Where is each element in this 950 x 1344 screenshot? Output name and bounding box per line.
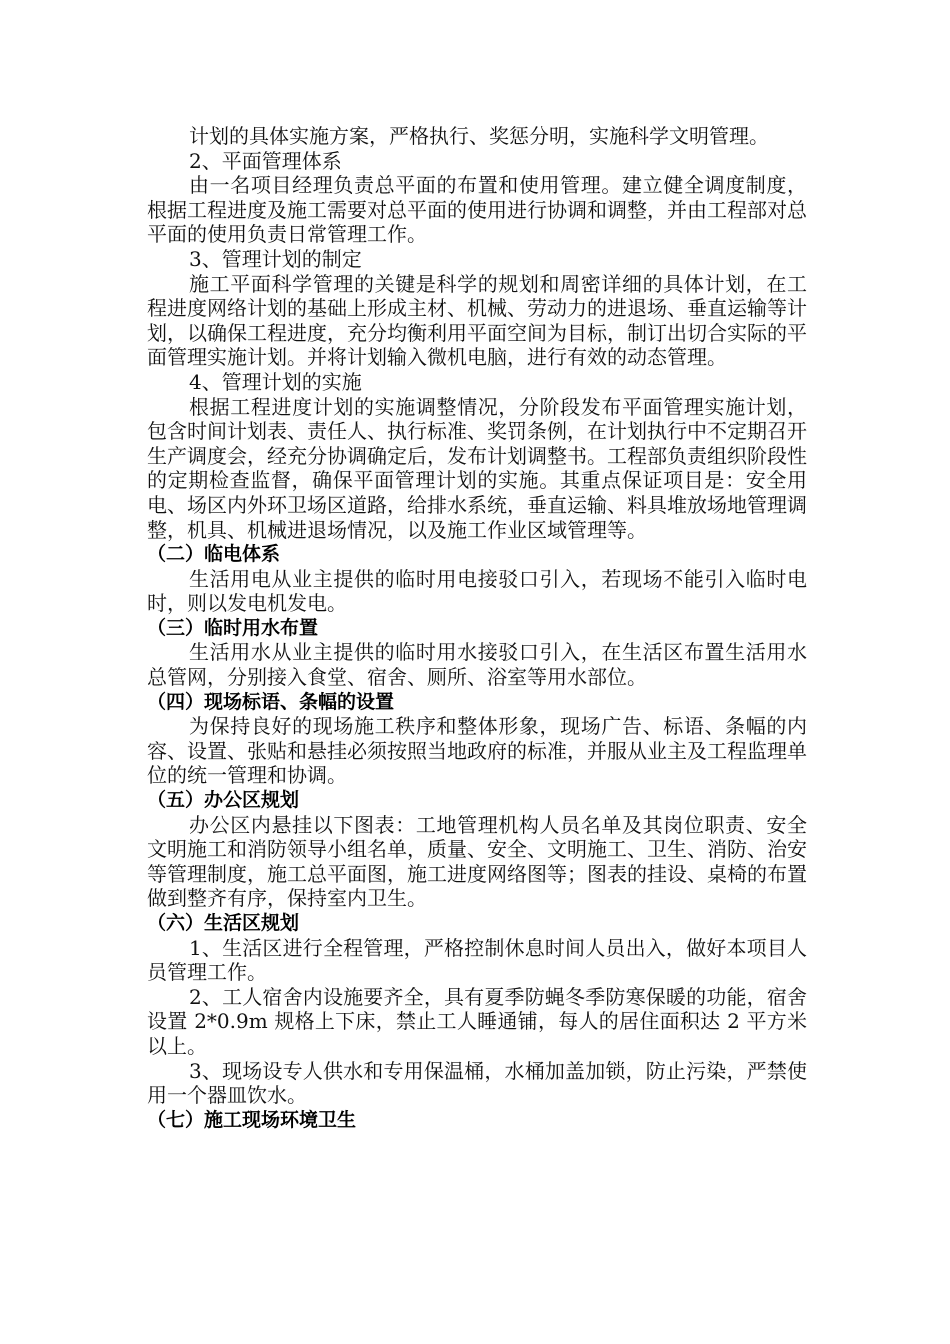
body-paragraph: 为保持良好的现场施工秩序和整体形象，现场广告、标语、条幅的内容、设置、张贴和悬挂必须按照当地政府的标准，并服从业主及工程监理单位的统一管理和协调。 bbox=[147, 714, 807, 788]
body-paragraph: 施工平面科学管理的关键是科学的规划和周密详细的具体计划，在工程进度网络计划的基础上形成主材、机械、劳动力的进退场、垂直运输等计划，以确保工程进度，充分均衡利用平面空间为目标，制订出切合实际的平面管理实施计划。并将计划输入微机电脑，进行有效的动态管理。 bbox=[147, 271, 807, 370]
section-heading: （五）办公区规划 bbox=[147, 789, 300, 812]
section-heading: （四）现场标语、条幅的设置 bbox=[147, 690, 395, 713]
body-paragraph: 根据工程进度计划的实施调整情况，分阶段发布平面管理实施计划，包含时间计划表、责任人、执行标准、奖罚条例，在计划执行中不定期召开生产调度会，经充分协调确定后，发布计划调整书。工程部负责组织阶段性的定期检查监督，确保平面管理计划的实施。其重点保证项目是：安全用电、场区内外环卫场区道路，给排水系统，垂直运输、料具堆放场地管理调整，机具、机械进退场情况，以及施工作业区域管理等。 bbox=[147, 394, 807, 542]
section-heading: （六）生活区规划 bbox=[147, 912, 300, 934]
body-paragraph: 4、管理计划的实施 bbox=[189, 369, 362, 394]
body-paragraph: 生活用电从业主提供的临时用电接驳口引入，若现场不能引入临时电时，则以发电机发电。 bbox=[147, 566, 807, 616]
body-paragraph: 计划的具体实施方案，严格执行、奖惩分明，实施科学文明管理。 bbox=[189, 124, 769, 148]
body-paragraph: 3、现场设专人供水和专用保温桶，水桶加盖加锁，防止污染，严禁使用一个器皿饮水。 bbox=[147, 1058, 807, 1108]
body-paragraph: 生活用水从业主提供的临时用水接驳口引入，在生活区布置生活用水总管网，分别接入食堂、宿舍、厕所、浴室等用水部位。 bbox=[147, 640, 807, 690]
body-paragraph: 2、平面管理体系 bbox=[189, 148, 342, 173]
body-paragraph: 3、管理计划的制定 bbox=[189, 246, 362, 271]
body-paragraph: 由一名项目经理负责总平面的布置和使用管理。建立健全调度制度，根据工程进度及施工需要对总平面的使用进行协调和调整，并由工程部对总平面的使用负责日常管理工作。 bbox=[147, 173, 807, 247]
body-paragraph: 1、生活区进行全程管理，严格控制休息时间人员出入，做好本项目人员管理工作。 bbox=[147, 935, 807, 985]
section-heading: （七）施工现场环境卫生 bbox=[147, 1108, 357, 1131]
document-body bbox=[147, 124, 807, 1132]
section-heading: （三）临时用水布置 bbox=[147, 616, 319, 639]
section-heading: （二）临电体系 bbox=[147, 543, 281, 566]
body-paragraph: 2、工人宿舍内设施要齐全，具有夏季防蝇冬季防寒保暖的功能，宿舍设置 2*0.9m 规格上下床，禁止工人睡通铺，每人的居住面积达 2 平方米以上。 bbox=[147, 984, 807, 1058]
body-paragraph: 办公区内悬挂以下图表：工地管理机构人员名单及其岗位职责、安全文明施工和消防领导小组名单，质量、安全、文明施工、卫生、消防、治安等管理制度，施工总平面图，施工进度网络图等；图表的挂设、桌椅的布置做到整齐有序，保持室内卫生。 bbox=[147, 812, 807, 911]
